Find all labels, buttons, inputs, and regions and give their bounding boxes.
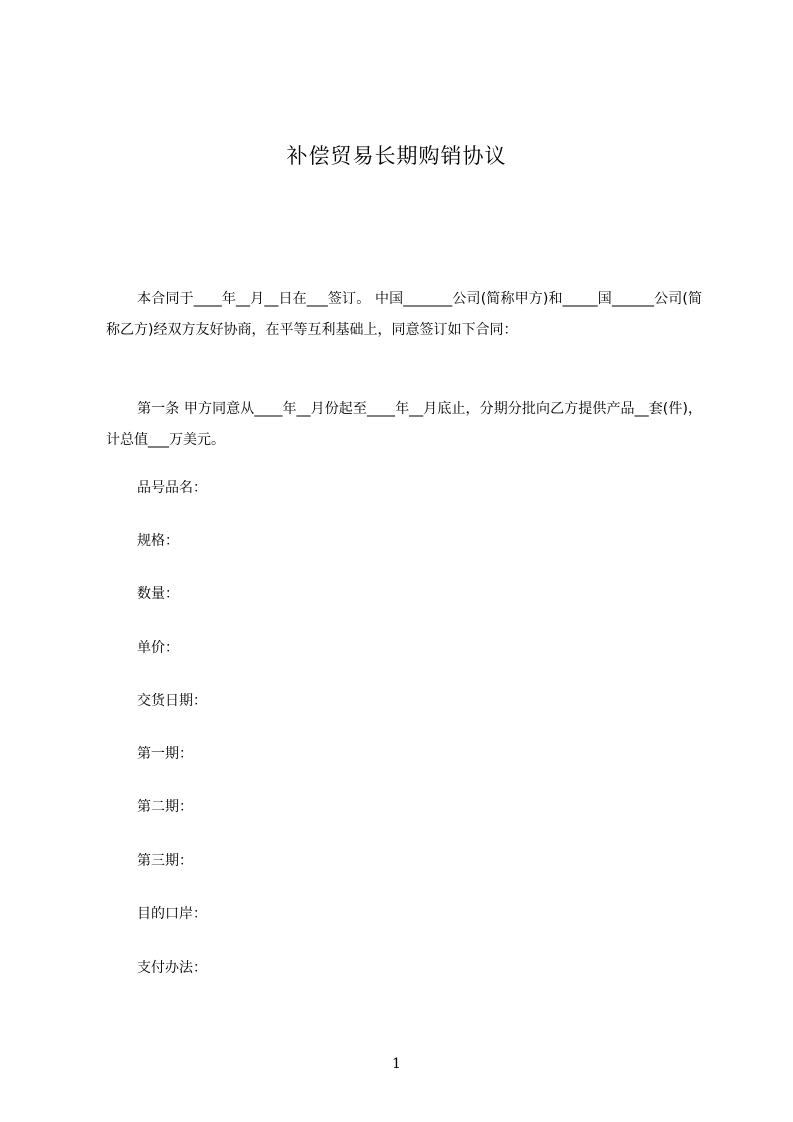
field-payment-method: 支付办法： xyxy=(137,960,207,976)
intro-text: 本合同于____年__月__日在___签订。 中国_______公司(简称甲方)和_____国______公司(简称乙方)经双方友好协商，在平等互利基础上，同意签订如下合同： xyxy=(106,291,702,338)
page-number: 1 xyxy=(392,1056,401,1072)
field-destination-port: 目的口岸： xyxy=(137,906,207,922)
field-phase-2: 第二期： xyxy=(137,799,193,815)
field-phase-3: 第三期： xyxy=(137,853,193,869)
field-delivery-date: 交货日期： xyxy=(137,693,207,709)
field-spec: 规格： xyxy=(137,533,179,549)
field-unit-price: 单价： xyxy=(137,640,179,656)
field-quantity: 数量： xyxy=(137,586,179,602)
intro-paragraph xyxy=(106,284,702,346)
article-1-text: 第一条 甲方同意从____年__月份起至____年__月底止，分期分批向乙方提供产品__套(件)，计总值___万美元。 xyxy=(106,401,702,448)
field-phase-1: 第一期： xyxy=(137,746,193,762)
field-product-name: 品号品名： xyxy=(137,480,207,496)
article-1-paragraph xyxy=(106,394,702,456)
document-title: 补偿贸易长期购销协议 xyxy=(286,144,507,168)
